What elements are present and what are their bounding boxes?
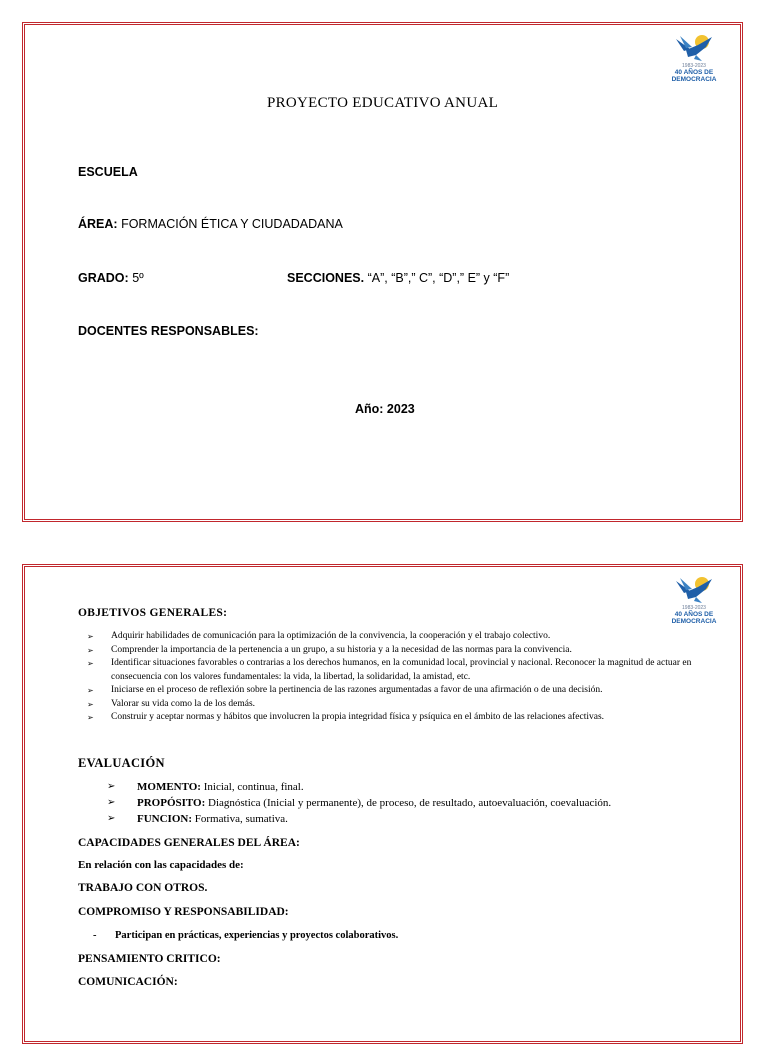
arrow-bullet-icon: ➢ bbox=[87, 645, 94, 655]
project-title: PROYECTO EDUCATIVO ANUAL bbox=[266, 95, 499, 111]
cover-page bbox=[22, 22, 743, 522]
critical-thinking-title: PENSAMIENTO CRITICO: bbox=[78, 953, 221, 965]
objectives-title: OBJETIVOS GENERALES: bbox=[78, 607, 228, 619]
dove-sun-icon bbox=[672, 575, 716, 605]
dash-list-item: - Participan en prácticas, experiencias y proyectos colaborativos. bbox=[93, 930, 399, 941]
grade-value: 5º bbox=[132, 271, 144, 285]
commitment-title: COMPROMISO Y RESPONSABILIDAD: bbox=[78, 906, 289, 918]
communication-title: COMUNICACIÓN: bbox=[78, 976, 178, 988]
year-label: Año: 2023 bbox=[355, 402, 415, 416]
sections-value: “A”, “B”,” C”, “D”,” E” y “F” bbox=[367, 271, 510, 285]
list-item: ➢ Identificar situaciones favorables o contrarias a los derechos humanos, en la comunidad local, provincial y nacional. Reconocer la magnitud de actuar en consecuencia con los valores fundamentales: la vida, la libertad, la solidaridad, la amistad, etc. bbox=[87, 658, 692, 682]
area-value: FORMACIÓN ÉTICA Y CIUDADADANA bbox=[121, 217, 343, 231]
arrow-bullet-icon: ➢ bbox=[107, 813, 116, 824]
democracy-logo bbox=[664, 575, 724, 625]
arrow-bullet-icon: ➢ bbox=[87, 632, 94, 641]
sections-label: SECCIONES. bbox=[287, 271, 365, 285]
arrow-bullet-icon: ➢ bbox=[87, 713, 94, 722]
logo-years: 1983-2023 bbox=[682, 605, 706, 611]
logo-line1: 40 AÑOS DE bbox=[674, 69, 714, 76]
dash-bullet-icon: - bbox=[93, 930, 97, 941]
capacities-title: CAPACIDADES GENERALES DEL ÁREA: bbox=[78, 837, 300, 849]
evaluation-title: EVALUACIÓN bbox=[78, 756, 165, 770]
democracy-logo bbox=[664, 33, 724, 83]
logo-line2: DEMOCRACIA bbox=[671, 76, 717, 83]
evaluation-list bbox=[107, 779, 611, 827]
arrow-bullet-icon: ➢ bbox=[107, 781, 116, 792]
logo-line2: DEMOCRACIA bbox=[671, 618, 717, 625]
list-item: ➢ Adquirir habilidades de comunicación para la optimización de la convivencia, la cooperación y el trabajo colectivo. bbox=[87, 630, 707, 644]
teachers-label: DOCENTES RESPONSABLES: bbox=[78, 324, 259, 338]
content-page bbox=[22, 564, 743, 1044]
dove-sun-icon bbox=[672, 33, 716, 63]
list-item: ➢ PROPÓSITO: Diagnóstica (Inicial y permanente), de proceso, de resultado, autoevaluación, coevaluación. bbox=[107, 797, 612, 809]
list-item: ➢ Construir y aceptar normas y hábitos que involucren la propia integridad física y psíquica en el ámbito de las relaciones afectivas. bbox=[87, 711, 707, 725]
objectives-list bbox=[87, 630, 707, 725]
arrow-bullet-icon: ➢ bbox=[87, 659, 94, 668]
arrow-bullet-icon: ➢ bbox=[87, 686, 94, 695]
list-item: ➢ FUNCION: Formativa, sumativa. bbox=[107, 813, 288, 825]
list-item: ➢ Valorar su vida como la de los demás. bbox=[87, 698, 707, 712]
list-item: ➢ Iniciarse en el proceso de reflexión sobre la pertinencia de las razones argumentadas a favor de una afirmación o de una decisión. bbox=[87, 684, 707, 698]
school-label: ESCUELA bbox=[78, 165, 138, 179]
grade-label: GRADO: bbox=[78, 271, 129, 285]
area-line bbox=[78, 217, 343, 231]
work-title: TRABAJO CON OTROS. bbox=[78, 882, 208, 894]
area-label: ÁREA: bbox=[78, 217, 118, 231]
arrow-bullet-icon: ➢ bbox=[107, 797, 116, 808]
sections-line bbox=[287, 271, 509, 285]
logo-line1: 40 AÑOS DE bbox=[674, 611, 714, 618]
arrow-bullet-icon: ➢ bbox=[87, 699, 94, 709]
list-item: ➢ MOMENTO: Inicial, continua, final. bbox=[107, 781, 304, 793]
relation-text: En relación con las capacidades de: bbox=[78, 859, 244, 871]
logo-years: 1983-2023 bbox=[682, 63, 706, 69]
list-item: ➢ Comprender la importancia de la pertenencia a un grupo, a su historia y a la necesidad de las normas para la convivencia. bbox=[87, 644, 707, 658]
grade-line bbox=[78, 271, 144, 285]
